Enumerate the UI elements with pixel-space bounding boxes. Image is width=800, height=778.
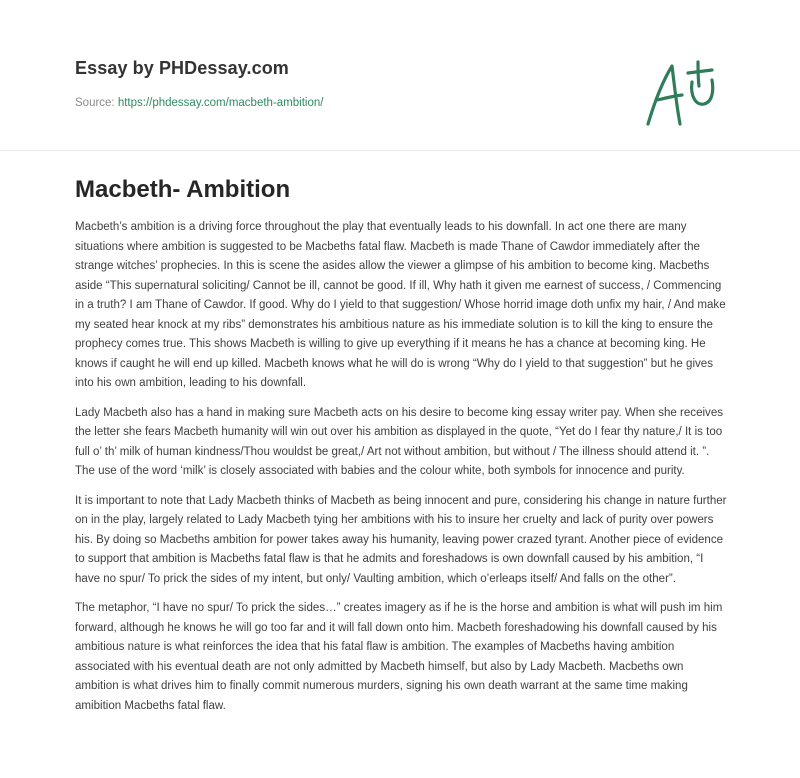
source-line <box>75 97 323 109</box>
essay-paragraph-2: Lady Macbeth also has a hand in making sure Macbeth acts on his desire to become king essay writer pay. When she receives the letter she fears Macbeth humanity will win out over his ambition as displayed in the quote, “Yet do I fear thy nature,/ It is too full o’ th’ milk of human kindness/Thou wouldst be great,/ Art not without ambition, but without / The illness should attend it. ”. The use of the word ‘milk’ is closely associated with babies and the colour white, both symbols for innocence and purity. <box>75 406 724 477</box>
source-label: Source: <box>75 97 118 109</box>
essay-paragraph-1: Macbeth’s ambition is a driving force throughout the play that eventually leads to his downfall. In act one there are many situations where ambition is suggested to be Macbeths fatal flaw. Macbeth is made Thane of Cawdor immediately after the strange witches’ prophecies. In this is scene the asides allow the viewer a glimpse of his ambition to become king. Macbeths aside “This supernatural soliciting/ Cannot be ill, cannot be good. If ill, Why hath it given me earnest of success, / Commencing in a truth? I am Thane of Cawdor. If good. Why do I yield to that suggestion/ Whose horrid image doth unfix my hair, / And make my seated hear knock at my ribs” demonstrates his ambitious nature as his immediate solution is to kill the king to ensure the prophecy comes true. This shows Macbeth is willing to give up everything if it means he has a chance at becoming king. He knows if caught he will end up killed. Macbeth knows what he will do is wrong “Why do I yield to that suggestion” but he gives into his own ambition, leading to his downfall. <box>75 221 726 389</box>
source-link[interactable]: https://phdessay.com/macbeth-ambition/ <box>117 97 324 109</box>
essay-content <box>75 162 730 726</box>
essay-title: Macbeth- Ambition <box>75 176 291 203</box>
page-header <box>0 0 800 151</box>
a-plus-logo-graphic <box>640 52 730 132</box>
essay-paragraph-3: It is important to note that Lady Macbeth thinks of Macbeth as being innocent and pure, considering his change in nature further on in the play, largely related to Lady Macbeth tying her ambitions with his to insure her cruelty and lack of purity over powers his. By doing so Macbeths ambition for power takes away his humanity, leaving power crazed tyrant. Another piece of evidence to support that ambition is Macbeths fatal flaw is that he admits and foreshadows is own downfall caused by his ambition, “I have no spur/ To prick the sides of my intent, but only/ Vaulting ambition, which o’erleaps itself/ And falls on the other”. <box>75 494 727 585</box>
a-plus-logo-icon <box>640 52 730 132</box>
site-title: Essay by PHDessay.com <box>75 58 289 78</box>
essay-paragraph-4: The metaphor, “I have no spur/ To prick the sides…” creates imagery as if he is the horse and ambition is what will push im him forward, although he knows he will go too far and it will fall down onto him. Macbeth foreshadowing his downfall caused by his ambitious nature is what reinforces the idea that his fatal flaw is ambition. The examples of Macbeths having ambition associated with his eventual death are not only admitted by Macbeth himself, but also by Lady Macbeth. Macbeths own ambition is what drives him to finally commit numerous murders, signing his own death warrant at the same time making amibition Macbeths fatal flaw. <box>75 602 723 712</box>
